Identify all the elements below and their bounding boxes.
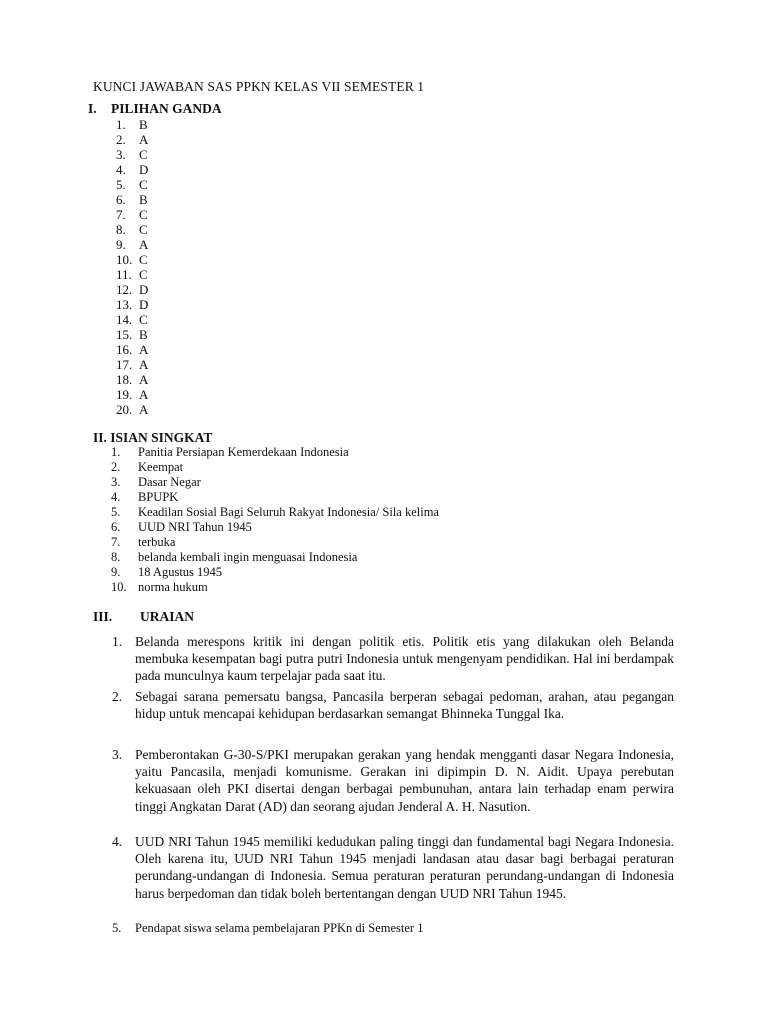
item-answer: A bbox=[139, 387, 149, 402]
essay-item bbox=[112, 746, 674, 815]
item-answer: B bbox=[139, 192, 148, 207]
list-item bbox=[116, 282, 148, 297]
short-answer-list bbox=[111, 445, 439, 595]
item-number: 1. bbox=[116, 117, 126, 132]
item-answer: Dasar Negar bbox=[138, 475, 201, 489]
list-item bbox=[111, 565, 439, 580]
list-item bbox=[111, 475, 439, 490]
item-number: 3. bbox=[116, 147, 126, 162]
item-answer: Pemberontakan G-30-S/PKI merupakan gerakan yang hendak mengganti dasar Negara Indonesia, yaitu Pancasila, menjadi komunisme. Gerakan ini dipimpin D. N. Aidit. Upaya perebutan kekuasaan oleh PKI disertai dengan berbagai pembunuhan, antara lain terhadap enam perwira tinggi Angkatan Darat (AD) dan seorang ajudan Jenderal A. H. Nasution. bbox=[135, 747, 674, 814]
list-item bbox=[111, 460, 439, 475]
section-heading-pilihan-ganda bbox=[88, 101, 222, 117]
item-answer: belanda kembali ingin menguasai Indonesia bbox=[138, 550, 358, 564]
item-number: 5. bbox=[112, 921, 122, 935]
item-number: 3. bbox=[112, 747, 123, 762]
item-answer: A bbox=[139, 372, 149, 387]
essay-item bbox=[112, 920, 674, 937]
item-answer: BPUPK bbox=[138, 490, 179, 504]
list-item bbox=[116, 177, 148, 192]
item-number: 2. bbox=[116, 132, 126, 147]
item-number: 13. bbox=[116, 297, 133, 312]
list-item bbox=[116, 327, 148, 342]
item-answer: C bbox=[139, 222, 148, 237]
section-heading-isian-singkat: II. ISIAN SINGKAT bbox=[93, 430, 213, 445]
list-item bbox=[116, 192, 148, 207]
item-answer: Keempat bbox=[138, 460, 184, 474]
item-answer: B bbox=[139, 117, 148, 132]
item-number: 7. bbox=[116, 207, 126, 222]
item-number: 2. bbox=[112, 689, 123, 704]
item-answer: norma hukum bbox=[138, 580, 208, 594]
section-number: III. bbox=[93, 609, 113, 624]
list-item bbox=[116, 147, 148, 162]
item-number: 16. bbox=[116, 342, 133, 357]
list-item bbox=[116, 117, 148, 132]
multiple-choice-list bbox=[116, 117, 148, 417]
item-answer: C bbox=[139, 147, 148, 162]
list-item bbox=[116, 357, 148, 372]
item-number: 15. bbox=[116, 327, 133, 342]
item-number: 9. bbox=[111, 565, 121, 579]
item-answer: C bbox=[139, 207, 148, 222]
list-item bbox=[116, 252, 148, 267]
list-item bbox=[111, 550, 439, 565]
item-answer: UUD NRI Tahun 1945 memiliki kedudukan paling tinggi dan fundamental bagi Negara Indonesia. Oleh karena itu, UUD NRI Tahun 1945 menjadi landasan atau dasar bagi berbagai peraturan perundang-undangan di Indonesia. Semua peraturan peraturan perundang-undangan di Indonesia harus berpedoman dan tidak boleh bertentangan dengan UUD NRI Tahun 1945. bbox=[135, 834, 674, 901]
list-item bbox=[111, 445, 439, 460]
item-answer: 18 Agustus 1945 bbox=[138, 565, 223, 579]
item-answer: A bbox=[139, 357, 149, 372]
item-number: 4. bbox=[111, 490, 121, 504]
item-answer: B bbox=[139, 327, 148, 342]
item-number: 4. bbox=[112, 834, 123, 849]
item-number: 17. bbox=[116, 357, 133, 372]
list-item bbox=[116, 387, 148, 402]
item-number: 2. bbox=[111, 460, 121, 474]
section-heading-uraian bbox=[93, 609, 194, 625]
list-item bbox=[116, 237, 148, 252]
item-answer: Belanda merespons kritik ini dengan politik etis. Politik etis yang dilakukan oleh Belanda membuka kesempatan bagi putra putri Indonesia untuk mengenyam pendidikan. Hal ini berdampak pada munculnya kaum terpelajar pada saat itu. bbox=[135, 634, 674, 684]
essay-item bbox=[112, 633, 674, 685]
essay-item bbox=[112, 833, 674, 902]
item-answer: D bbox=[139, 162, 149, 177]
item-number: 6. bbox=[116, 192, 126, 207]
item-answer: A bbox=[139, 342, 149, 357]
list-item bbox=[116, 132, 148, 147]
item-number: 20. bbox=[116, 402, 133, 417]
document-title: KUNCI JAWABAN SAS PPKN KELAS VII SEMESTER 1 bbox=[93, 79, 425, 94]
section-number: I. bbox=[88, 101, 97, 116]
list-item bbox=[111, 520, 439, 535]
item-number: 5. bbox=[111, 505, 121, 519]
item-number: 10. bbox=[111, 580, 127, 594]
item-number: 3. bbox=[111, 475, 121, 489]
item-answer: C bbox=[139, 312, 148, 327]
item-answer: C bbox=[139, 252, 148, 267]
item-answer: C bbox=[139, 177, 148, 192]
item-number: 10. bbox=[116, 252, 133, 267]
item-answer: A bbox=[139, 237, 149, 252]
item-answer: C bbox=[139, 267, 148, 282]
item-number: 6. bbox=[111, 520, 121, 534]
item-number: 7. bbox=[111, 535, 121, 549]
list-item bbox=[111, 490, 439, 505]
list-item bbox=[116, 312, 148, 327]
item-answer: Keadilan Sosial Bagi Seluruh Rakyat Indonesia/ Sila kelima bbox=[138, 505, 439, 519]
list-item bbox=[116, 267, 148, 282]
item-number: 9. bbox=[116, 237, 126, 252]
item-number: 4. bbox=[116, 162, 126, 177]
item-number: 5. bbox=[116, 177, 126, 192]
item-answer: Pendapat siswa selama pembelajaran PPKn di Semester 1 bbox=[135, 921, 424, 935]
list-item bbox=[116, 297, 148, 312]
item-number: 14. bbox=[116, 312, 133, 327]
list-item bbox=[116, 162, 148, 177]
list-item bbox=[116, 402, 148, 417]
item-answer: UUD NRI Tahun 1945 bbox=[138, 520, 252, 534]
item-number: 8. bbox=[116, 222, 126, 237]
item-number: 11. bbox=[116, 267, 132, 282]
item-number: 19. bbox=[116, 387, 133, 402]
list-item bbox=[116, 342, 148, 357]
list-item bbox=[116, 372, 148, 387]
item-answer: A bbox=[139, 132, 149, 147]
list-item bbox=[116, 222, 148, 237]
item-number: 1. bbox=[112, 634, 123, 649]
section-title: URAIAN bbox=[140, 609, 194, 624]
item-answer: terbuka bbox=[138, 535, 176, 549]
section-title: PILIHAN GANDA bbox=[111, 101, 222, 116]
list-item bbox=[111, 535, 439, 550]
list-item bbox=[111, 505, 439, 520]
item-number: 1. bbox=[111, 445, 121, 459]
item-answer: A bbox=[139, 402, 149, 417]
list-item bbox=[116, 207, 148, 222]
item-answer: D bbox=[139, 297, 149, 312]
item-answer: Sebagai sarana pemersatu bangsa, Pancasila berperan sebagai pedoman, arahan, atau pegangan hidup untuk mencapai kehidupan berdasarkan semangat Bhinneka Tunggal Ika. bbox=[135, 689, 674, 722]
list-item bbox=[111, 580, 439, 595]
item-number: 12. bbox=[116, 282, 133, 297]
item-answer: D bbox=[139, 282, 149, 297]
item-answer: Panitia Persiapan Kemerdekaan Indonesia bbox=[138, 445, 349, 459]
item-number: 8. bbox=[111, 550, 121, 564]
item-number: 18. bbox=[116, 372, 133, 387]
essay-item bbox=[112, 688, 674, 722]
